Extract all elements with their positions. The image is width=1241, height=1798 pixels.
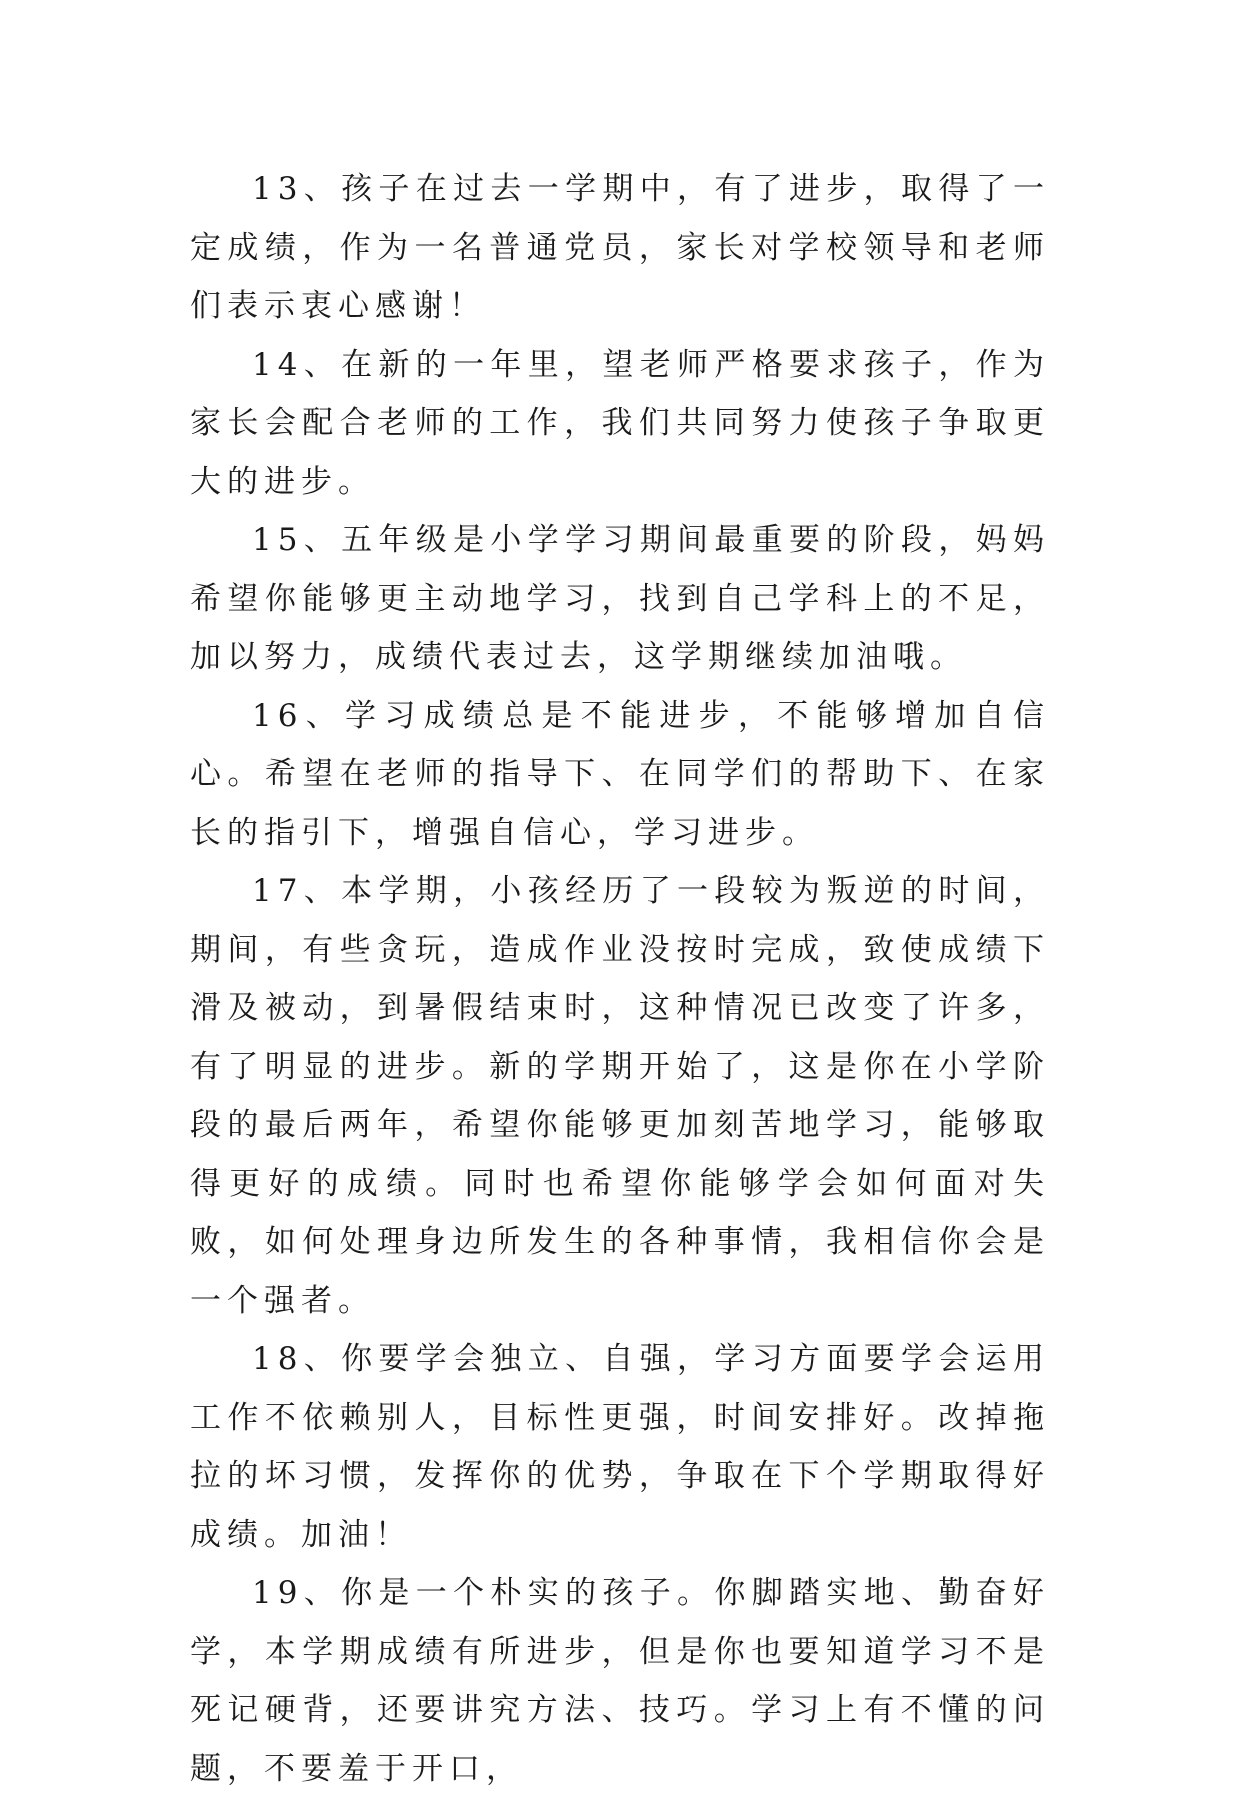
paragraph-17: 17、本学期，小孩经历了一段较为叛逆的时间，期间，有些贪玩，造成作业没按时完成，致使成绩下滑及被动，到暑假结束时，这种情况已改变了许多，有了明显的进步。新的学期开始了，这是你在小学阶段的最后两年，希望你能够更加刻苦地学习，能够取得更好的成绩。同时也希望你能够学会如何面对失败，如何处理身边所发生的各种事情，我相信你会是一个强者。 bbox=[190, 873, 1050, 1319]
paragraph-18: 18、你要学会独立、自强，学习方面要学会运用工作不依赖别人，目标性更强，时间安排好。改掉拖拉的坏习惯，发挥你的优势，争取在下个学期取得好成绩。加油！ bbox=[190, 1341, 1050, 1553]
paragraph-14: 14、在新的一年里，望老师严格要求孩子，作为家长会配合老师的工作，我们共同努力使孩子争取更大的进步。 bbox=[190, 346, 1050, 500]
document-body bbox=[190, 160, 1050, 1798]
paragraph-13: 13、孩子在过去一学期中，有了进步，取得了一定成绩，作为一名普通党员，家长对学校领导和老师们表示衷心感谢！ bbox=[190, 171, 1050, 324]
paragraph-19: 19、你是一个朴实的孩子。你脚踏实地、勤奋好学，本学期成绩有所进步，但是你也要知道学习不是死记硬背，还要讲究方法、技巧。学习上有不懂的问题，不要羞于开口， bbox=[190, 1575, 1050, 1787]
paragraph-16: 16、学习成绩总是不能进步，不能够增加自信心。希望在老师的指导下、在同学们的帮助下、在家长的指引下，增强自信心，学习进步。 bbox=[190, 697, 1050, 851]
paragraph-15: 15、五年级是小学学习期间最重要的阶段，妈妈希望你能够更主动地学习，找到自己学科上的不足，加以努力，成绩代表过去，这学期继续加油哦。 bbox=[190, 522, 1050, 675]
